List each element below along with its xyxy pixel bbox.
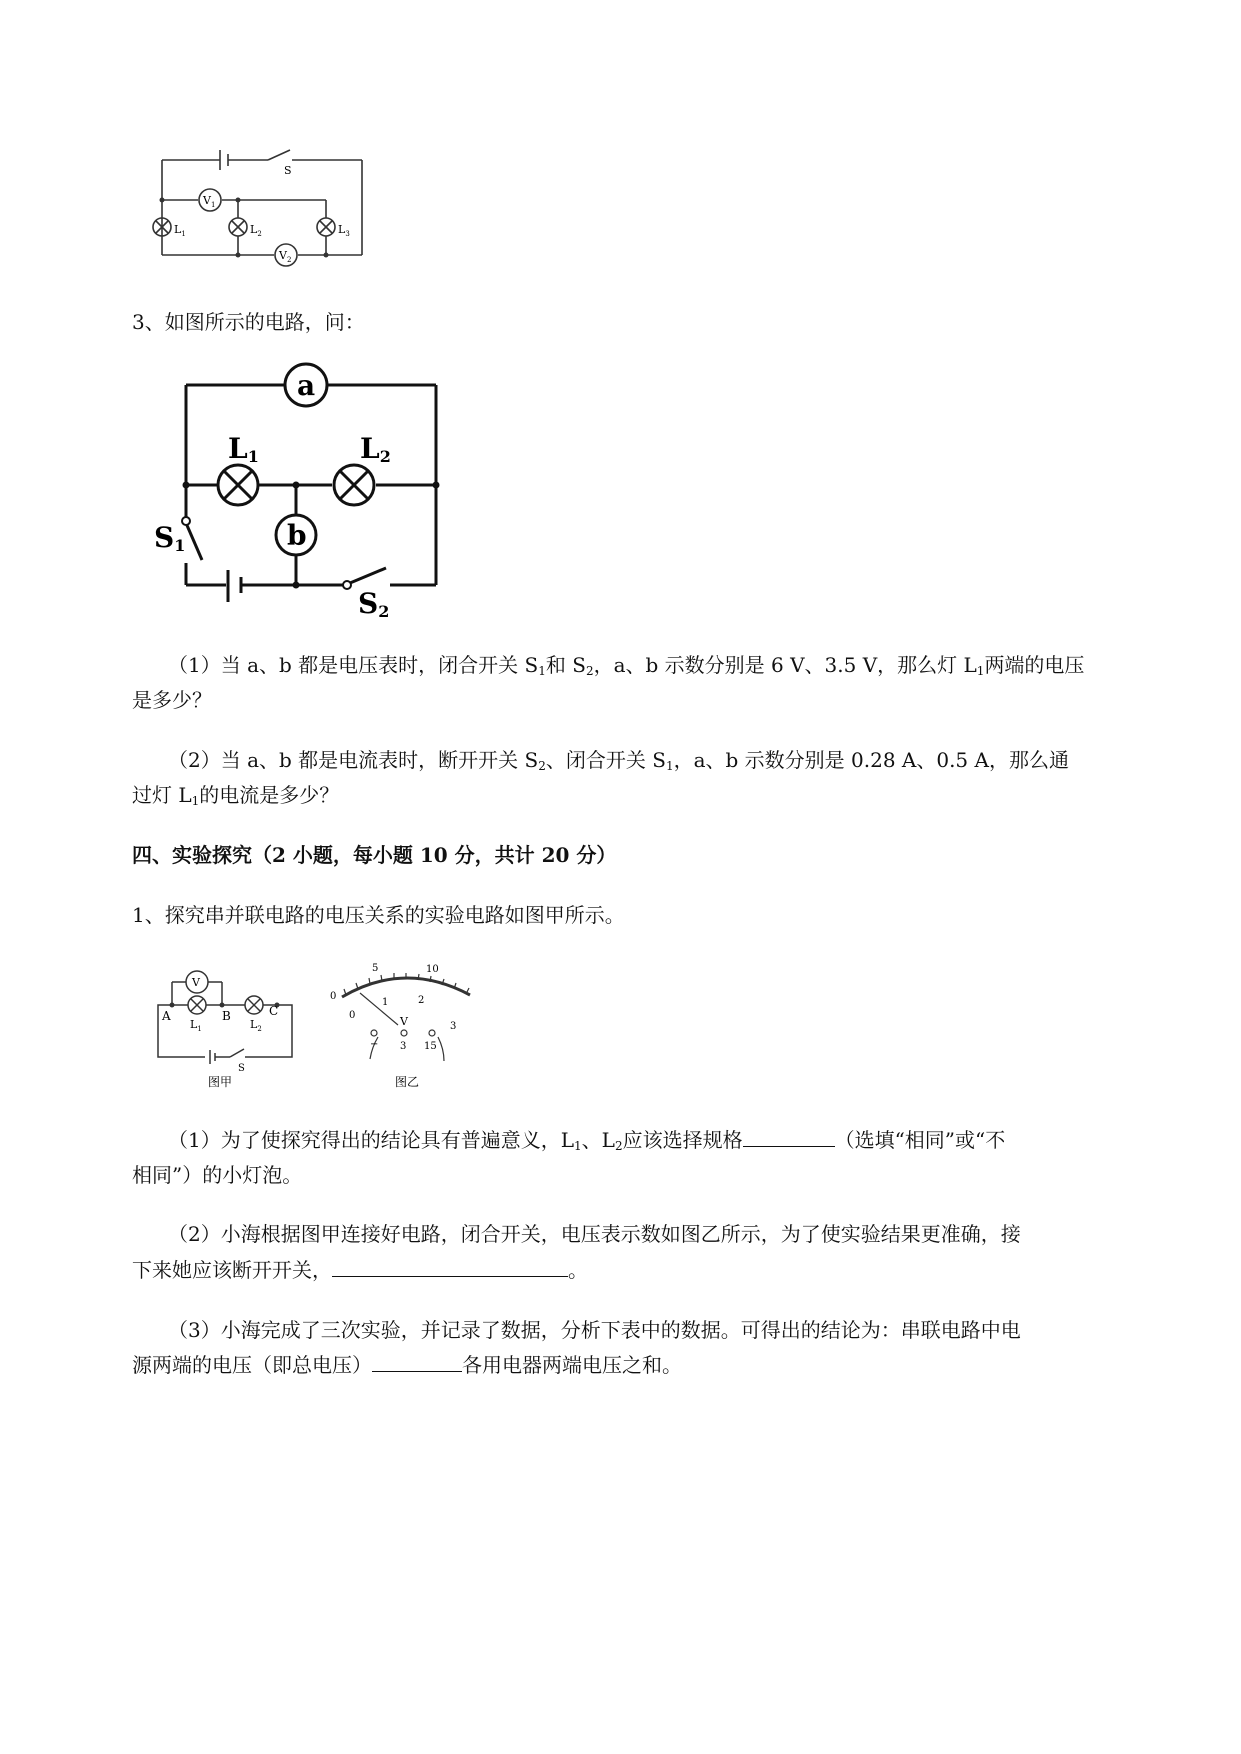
figure-jia-caption: 图甲 (208, 1075, 233, 1089)
switch-s2-label: S2 (358, 587, 390, 621)
s4-q1-p3-line1: （3）小海完成了三次实验，并记录了数据，分析下表中的数据。可得出的结论为：串联电路中电 (168, 1318, 1021, 1342)
s4-q1-title: 1、探究串并联电路的电压关系的实验电路如图甲所示。 (132, 903, 625, 927)
svg-text:L2: $L_2$ (250, 223, 262, 238)
answer-blank-3[interactable] (372, 1353, 462, 1372)
circuit-figure-1 (150, 140, 410, 300)
svg-text:L3: $L_3$ (338, 223, 350, 238)
lamp-l2-label: L2 (360, 432, 391, 466)
svg-text:V1: $V_1$ (203, 194, 216, 209)
figure-jia (150, 960, 300, 1090)
svg-text:C: C (269, 1004, 279, 1018)
answer-blank-2[interactable] (332, 1258, 568, 1277)
q3-title: 3、如图所示的电路，问： (132, 310, 365, 334)
svg-text:B: B (222, 1009, 231, 1023)
figure-yi-voltmeter (320, 955, 490, 1090)
q3-sub1-line2: 是多少？ (132, 688, 212, 712)
switch-s1-label: S1 (154, 521, 186, 555)
svg-text:0: 0 (349, 1010, 356, 1021)
svg-text:V2: $V_2$ (279, 249, 292, 264)
svg-text:0: 0 (330, 991, 337, 1002)
svg-text:3: 3 (400, 1041, 407, 1052)
q3-sub1-line1: （1）当 a、b 都是电压表时，闭合开关 $S_1$和 $S_2$，a、b 示数分别是 6 V、3.5 V，那么灯 $L_1$两端的电压 (168, 653, 1085, 678)
lamp-l1-label: L1 (228, 432, 259, 466)
meter-a-label: a (297, 369, 316, 402)
svg-text:−: − (370, 1039, 379, 1050)
s4-q1-p1-line2: 相同”）的小灯泡。 (132, 1163, 303, 1187)
answer-blank-1[interactable] (743, 1128, 835, 1147)
s4-q1-p3-line2: 源两端的电压（即总电压） 各用电器两端电压之和。 (132, 1353, 682, 1377)
q3-sub2-line1: （2）当 a、b 都是电流表时，断开开关 $S_2$、闭合开关 $S_1$，a、b 示数分别是 0.28 A、0.5 A，那么通 (168, 748, 1069, 773)
q3-sub2-line2: 过灯 $L_1$的电流是多少？ (132, 783, 340, 808)
svg-text:S: S (238, 1063, 245, 1074)
section-4-heading: 四、实验探究（2 小题，每小题 10 分，共计 20 分） (132, 843, 617, 867)
svg-text:L2: $L_2$ (250, 1018, 262, 1033)
svg-text:3: 3 (450, 1021, 457, 1032)
s4-q1-p2-line1: （2）小海根据图甲连接好电路，闭合开关，电压表示数如图乙所示，为了使实验结果更准确，接 (168, 1222, 1021, 1246)
svg-text:15: 15 (424, 1041, 437, 1052)
svg-text:1: 1 (382, 997, 389, 1008)
figure-yi-caption: 图乙 (395, 1075, 420, 1089)
s4-q1-p1-line1: （1）为了使探究得出的结论具有普遍意义，$L_1$、$L_2$应该选择规格 （选填“相同”或“不 (168, 1128, 1006, 1153)
svg-text:A: A (162, 1009, 171, 1023)
svg-text:L1: $L_1$ (190, 1018, 202, 1033)
svg-text:5: 5 (372, 963, 379, 974)
meter-b-label: b (287, 519, 307, 552)
svg-text:V: V (192, 976, 200, 989)
circuit-figure-q3 (150, 355, 460, 625)
svg-text:10: 10 (426, 964, 439, 975)
s4-q1-p2-line2: 下来她应该断开开关， 。 (132, 1258, 588, 1282)
svg-text:V: V (400, 1015, 408, 1028)
svg-text:2: 2 (418, 995, 425, 1006)
svg-text:L1: $L_1$ (174, 223, 186, 238)
fig1-switch-label: S (284, 164, 292, 177)
